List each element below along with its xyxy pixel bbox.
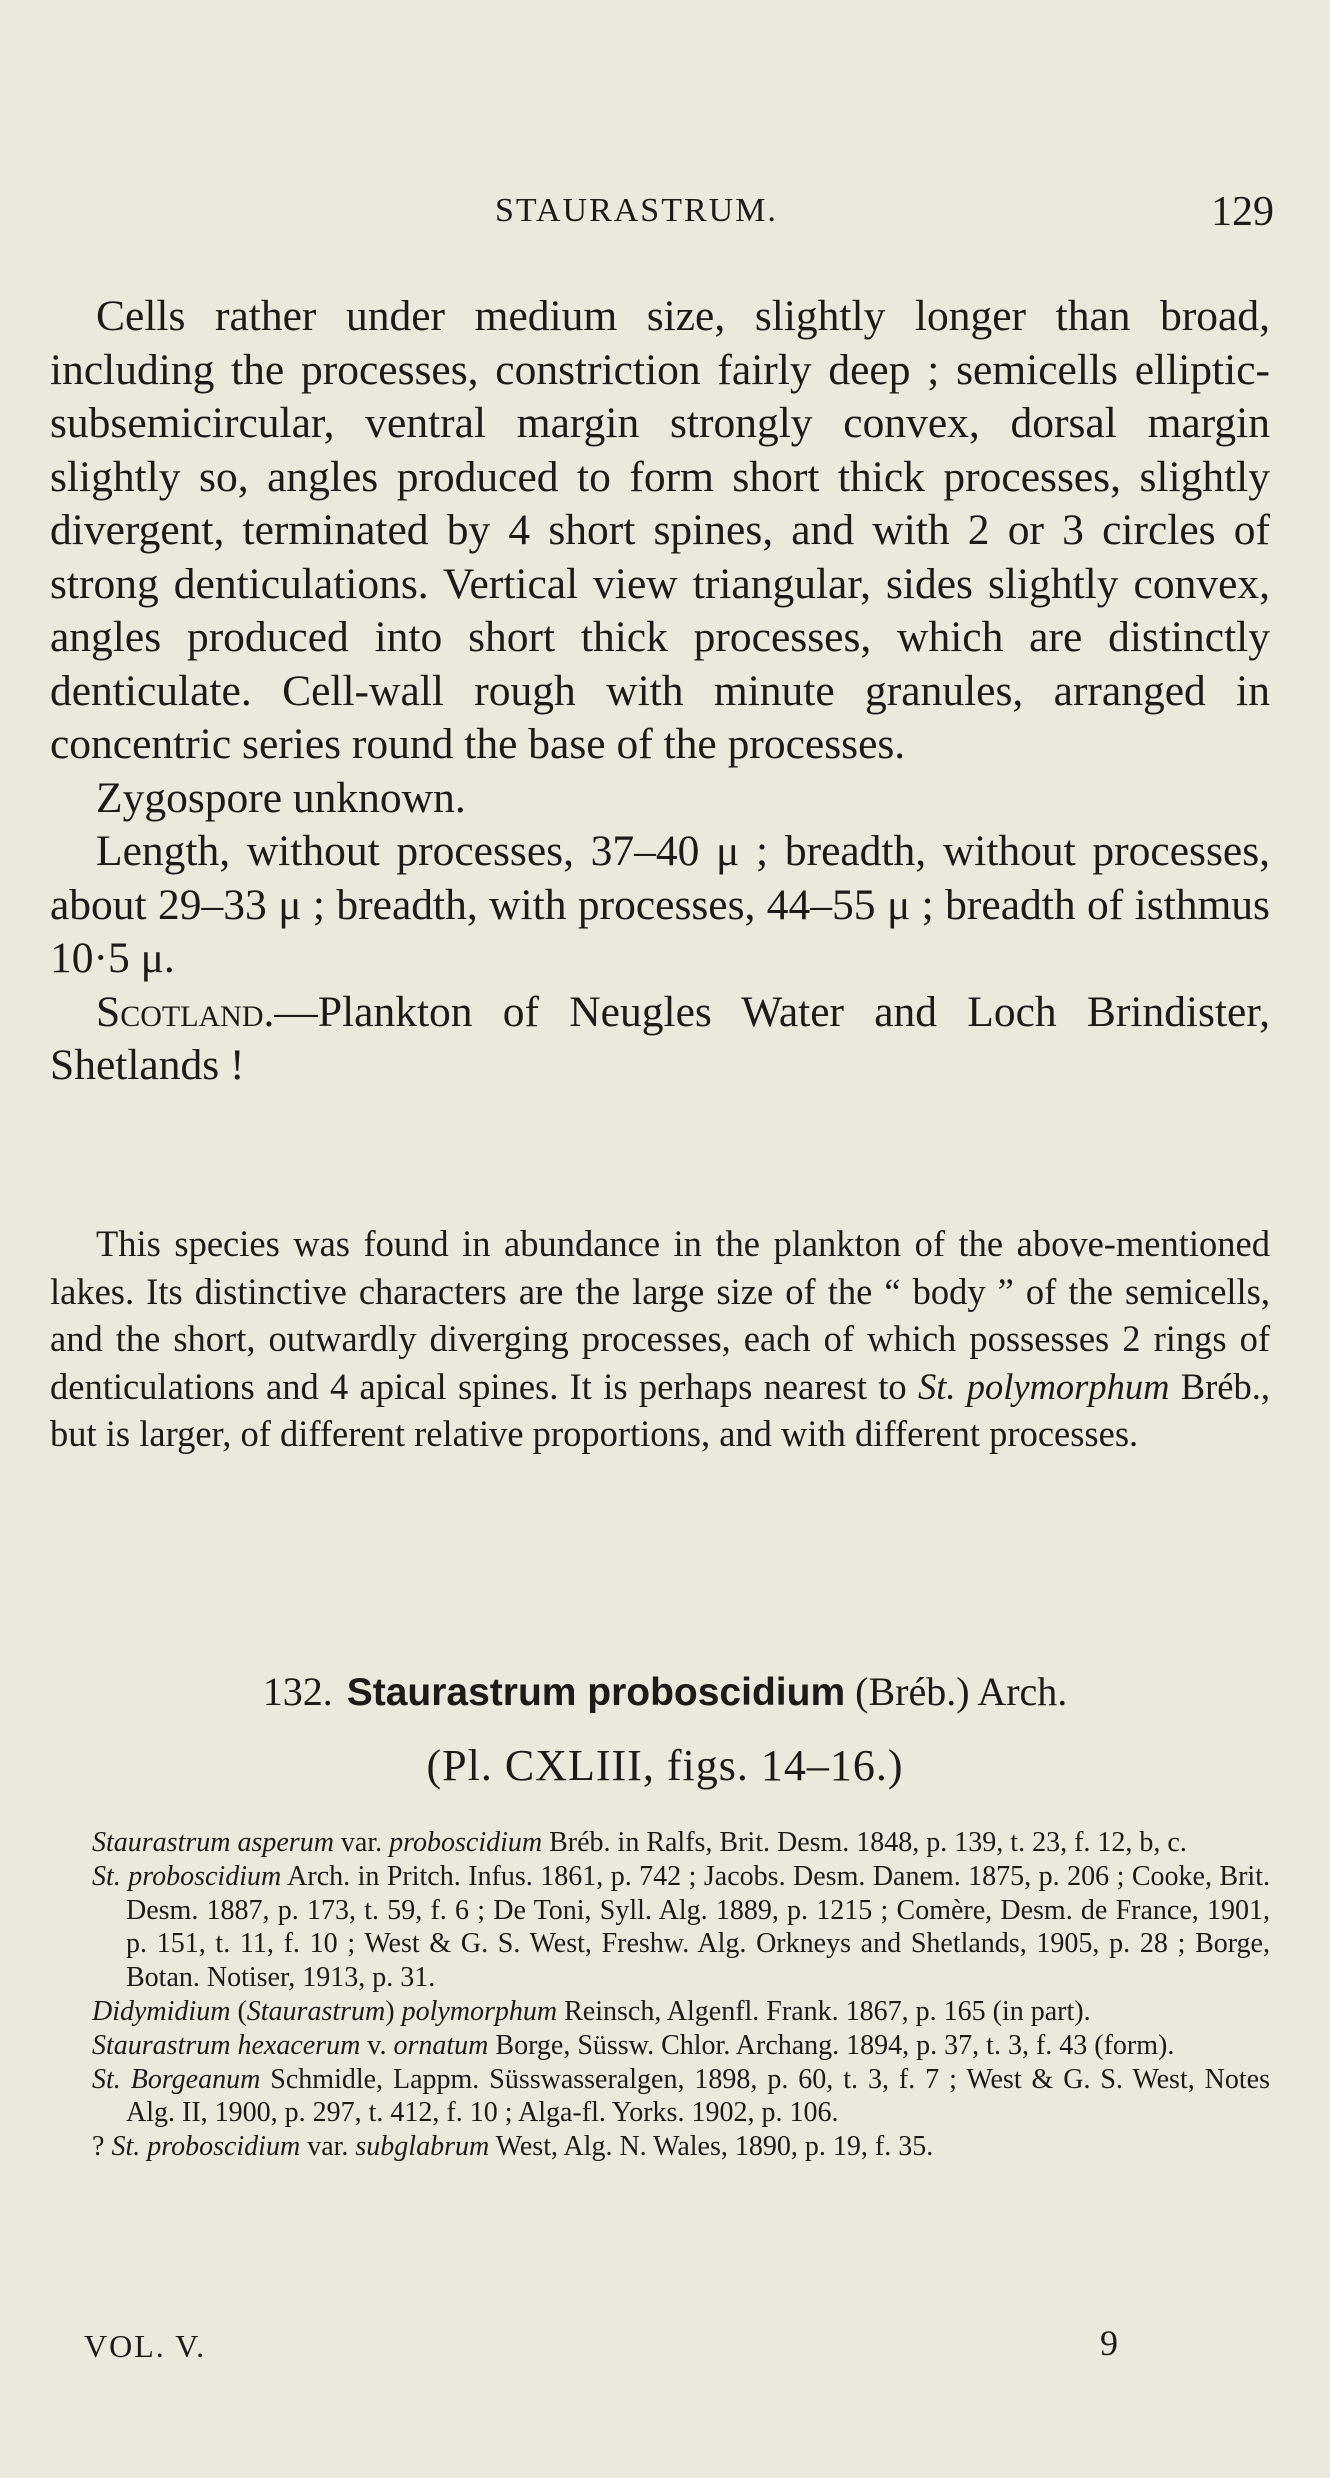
synonymy-list — [92, 1826, 1270, 2164]
syn-taxon: St. Borgeanum — [92, 2063, 261, 2095]
syn-epithet: polymorphum — [401, 1995, 558, 2027]
volume-label: VOL. V. — [84, 2328, 207, 2364]
syn-paren-close: ) — [385, 1995, 402, 2027]
syn-taxon: Staurastrum hexacerum — [92, 2029, 361, 2061]
syn-rank: var. — [300, 2131, 356, 2163]
species-description — [50, 290, 1270, 1093]
running-head — [0, 188, 1330, 240]
syn-citation: Reinsch, Algenfl. Frank. 1867, p. 165 (in part). — [557, 1995, 1091, 2027]
synonymy-entry — [92, 1995, 1270, 2029]
syn-rank: v. — [360, 2029, 394, 2061]
syn-epithet: ornatum — [393, 2029, 489, 2061]
syn-taxon: Didymidium — [92, 1995, 231, 2027]
signature-mark: 9 — [1100, 2323, 1118, 2363]
syn-citation: Borge, Süssw. Chlor. Archang. 1894, p. 37, t. 3, f. 43 (form). — [488, 2029, 1175, 2061]
syn-doubt-mark: ? — [92, 2131, 112, 2163]
species-number: 132. — [262, 1669, 333, 1714]
note-italic-taxon: St. polymorphum — [917, 1365, 1170, 1407]
synonymy-entry — [92, 2130, 1270, 2164]
syn-epithet: subglabrum — [355, 2131, 490, 2163]
syn-citation: Arch. in Pritch. Infus. 1861, p. 742 ; Jacobs. Desm. Danem. 1875, p. 206 ; Cooke, Brit. Desm. 1887, p. 173, t. 59, f. 6 ; De Toni, Syll. Alg. 1889, p. 1215 ; Comère, Desm. de France, 1901, p. 151, t. 11, f. 10 ; West & G. S. West, Freshw. Alg. Orkneys and Shetlands, 1905, p. 28 ; Borge, Botan. Notiser, 1913, p. 31. — [126, 1860, 1270, 1994]
syn-citation: Bréb. in Ralfs, Brit. Desm. 1848, p. 139, t. 23, f. 12, b, c. — [542, 1827, 1187, 1858]
syn-citation: West, Alg. N. Wales, 1890, p. 19, f. 35. — [489, 2131, 934, 2163]
note-text-1: This species was found in abundance in the plankton of the above-mentioned lakes. Its distinctive characters are the large size of the “ body ” of the semicells, and the short, outwardly diverging processes, each of which possesses 2 rings of denticulations and 4 apical spines. It is perhaps nearest to — [50, 1223, 1270, 1407]
locality-paragraph — [50, 986, 1270, 1093]
page-footer — [0, 2322, 1330, 2372]
plate-reference: (Pl. CXLIII, figs. 14–16.) — [426, 1741, 904, 1790]
remarks-note — [50, 1220, 1270, 1458]
synonymy-entry — [92, 1826, 1270, 1860]
species-authority: (Bréb.) Arch. — [855, 1669, 1068, 1714]
syn-rank: var. — [333, 1827, 390, 1858]
page-number: 129 — [1211, 189, 1274, 235]
syn-taxon: St. proboscidium — [111, 2131, 301, 2163]
measurements-paragraph: Length, without processes, 37–40 μ ; breadth, without processes, about 29–33 μ ; breadth, with processes, 44–55 μ ; breadth of isthmus 10·5 μ. — [50, 827, 1270, 982]
synonymy-entry — [92, 2029, 1270, 2063]
syn-paren-open: ( — [230, 1995, 247, 2027]
note-paragraph — [50, 1220, 1270, 1458]
locality-label: Scotland. — [96, 987, 275, 1036]
running-head-title: STAURASTRUM. — [495, 192, 778, 229]
species-name: Staurastrum proboscidium — [346, 1671, 846, 1714]
synonymy-entry — [92, 2063, 1270, 2131]
syn-taxon: Staurastrum asperum — [92, 1827, 334, 1858]
syn-citation: Schmidle, Lappm. Süsswasseralgen, 1898, p. 60, t. 3, f. 7 ; West & G. S. West, Notes Alg. II, 1900, p. 297, t. 412, f. 10 ; Alga-fl. Yorks. 1902, p. 106. — [126, 2063, 1270, 2129]
syn-epithet: proboscidium — [389, 1827, 543, 1858]
description-paragraph: Cells rather under medium size, slightly longer than broad, including the processes, constriction fairly deep ; semicells elliptic-subsemicircular, ventral margin strongly convex, dorsal margin slightly so, angles produced to form short thick processes, slightly divergent, terminated by 4 short spines, and with 2 or 3 circles of strong denticulations. Vertical view triangular, sides slightly convex, angles produced into short thick processes, which are distinctly denticulate. Cell-wall rough with minute granules, arranged in concentric series round the base of the processes. — [50, 292, 1270, 768]
locality-text: —Plankton of Neugles Water and Loch Brindister, Shetlands ! — [50, 987, 1270, 1089]
synonymy-entry — [92, 1860, 1270, 1995]
syn-genus: Staurastrum — [246, 1995, 386, 2027]
species-heading — [0, 1668, 1330, 1715]
note-text-2: Bréb., but is larger, of different relative proportions, and with different processes. — [50, 1365, 1270, 1455]
syn-taxon: St. proboscidium — [92, 1860, 282, 1892]
zygospore-line: Zygospore unknown. — [96, 773, 466, 822]
